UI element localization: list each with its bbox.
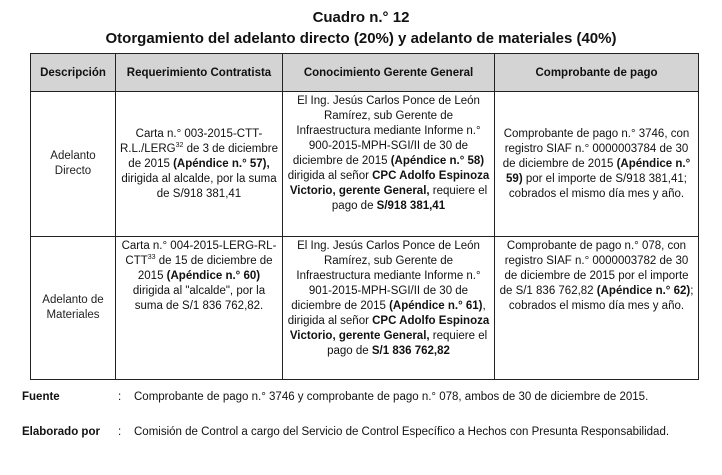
header-requerimiento: Requerimiento Contratista [116, 54, 283, 92]
table-caption-number: Cuadro n.° 12 [312, 9, 410, 26]
prepared-by-label: Elaborado por [22, 426, 100, 438]
text: de 15 de diciembre de 2015 [137, 255, 273, 282]
appendix-ref: (Apéndice n.° 61) [389, 300, 483, 312]
advances-table [30, 53, 699, 380]
appendix-ref: (Apéndice n.° 58) [390, 155, 485, 167]
text: , dirigida al señor [287, 300, 486, 327]
text: Carta n.° 004-2015-LERG-RL-CTT [121, 240, 277, 267]
text: ; cobrados el mismo día mes y año. [508, 285, 694, 312]
amount: S/918 381,41 [376, 200, 446, 212]
appendix-ref: (Apéndice n.° 62) [596, 285, 691, 297]
text: requiere el pago de [331, 185, 488, 212]
text: Comprobante de pago n.° 3746, con registro SIAF n.° 0000003784 de 30 de diciembre de 2015 [502, 127, 690, 170]
prepared-by-colon: : [118, 426, 122, 438]
text: dirigida al alcalde, por la suma de S/918 381,41 [121, 172, 277, 200]
cell-conocimiento [283, 92, 495, 237]
source-text: Comprobante de pago n.° 3746 y comprobante de pago n.° 078, ambos de 30 de diciembre de 2015. [134, 391, 649, 403]
text: Carta n.° 003-2015-CTT-R.L./LERG [119, 127, 263, 155]
table-row [31, 92, 699, 237]
person-name: CPC Adolfo Espinoza Victorio, gerente General, [289, 315, 490, 342]
appendix-ref: (Apéndice n.° 59) [506, 157, 691, 185]
text: por el importe de S/918 381,41; cobrados el mismo día mes y año. [508, 172, 687, 200]
text: El Ing. Jesús Carlos Ponce de León Ramírez, sub Gerente de Infraestructura mediante Informe n.° 901-2015-MPH-SGI/II de 30 de diciembre de 2015 [291, 240, 481, 312]
table-row [31, 237, 699, 380]
amount: S/1 836 762,82 [371, 345, 450, 357]
text: de 3 de diciembre de 2015 [128, 142, 279, 170]
text: dirigida al señor [287, 170, 373, 182]
cell-comprobante [495, 237, 699, 380]
text: dirigida al "alcalde", por la suma de S/1 836 762,82. [132, 285, 266, 312]
footnote-ref: 33 [147, 254, 156, 262]
text: El Ing. Jesús Carlos Ponce de León Ramírez, sub Gerente de Infraestructura mediante Informe n.° 900-2015-MPH-SGI/II de 30 de diciembre de 2015 [292, 95, 481, 167]
footnote-ref: 32 [175, 141, 184, 149]
table-caption-title: Otorgamiento del adelanto directo (20%) y adelanto de materiales (40%) [105, 30, 617, 47]
appendix-ref: (Apéndice n.° 57), [173, 157, 270, 170]
text: Comprobante de pago n.° 078, con registro SIAF n.° 0000003782 de 30 de diciembre de 2015 por el importe de S/1 836 762,82 [499, 240, 689, 297]
text: requiere el pago de [327, 330, 488, 357]
source-colon: : [118, 391, 122, 403]
cell-comprobante [495, 92, 699, 237]
table-header-row [31, 54, 699, 92]
prepared-by-note [22, 425, 702, 453]
source-note [22, 390, 702, 418]
prepared-by-text: Comisión de Control a cargo del Servicio de Control Específico a Hechos con Presunta Responsabilidad. [134, 426, 670, 438]
header-descripcion: Descripción [31, 54, 116, 92]
cell-requerimiento [116, 237, 283, 380]
cell-descripcion: Adelanto Directo [31, 92, 116, 237]
header-comprobante: Comprobante de pago [495, 54, 699, 92]
cell-conocimiento [283, 237, 495, 380]
cell-descripcion: Adelanto de Materiales [31, 237, 116, 380]
source-label: Fuente [22, 391, 60, 403]
appendix-ref: (Apéndice n.° 60) [166, 270, 261, 282]
cell-requerimiento [116, 92, 283, 237]
person-name: CPC Adolfo Espinoza Victorio, gerente General, [289, 170, 490, 197]
header-conocimiento: Conocimiento Gerente General [283, 54, 495, 92]
